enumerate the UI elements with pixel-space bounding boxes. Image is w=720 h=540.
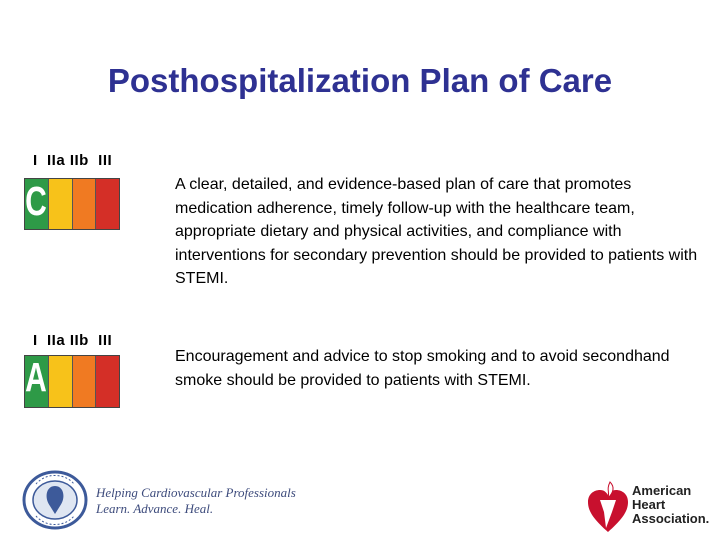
level-of-evidence: C (25, 180, 47, 225)
recommendation-text: A clear, detailed, and evidence-based plan of care that promotes medication adherence, timely follow-up with the healthcare team, appropriate dietary and physical activities, and compliance with interventions for secondary prevention should be provided to patients with STEMI. (175, 176, 698, 287)
class-iib-cell (73, 179, 97, 229)
class-iia-cell (49, 179, 73, 229)
class-iii-cell (96, 356, 119, 407)
class-iii-cell (96, 179, 119, 229)
aha-wordmark (632, 484, 709, 526)
aha-line1: American (632, 483, 692, 498)
acc-tagline-line2: Learn. Advance. Heal. (96, 501, 214, 516)
class-header: I IIa IIb III (33, 332, 113, 349)
acc-tagline-line1: Helping Cardiovascular Professionals (96, 485, 296, 500)
recommendation-text: Encouragement and advice to stop smoking and to avoid secondhand smoke should be provided to patients with STEMI. (175, 348, 670, 389)
aha-line3: Association. (632, 511, 710, 526)
class-iia-cell (49, 356, 73, 407)
class-header: I IIa IIb III (33, 152, 113, 169)
level-of-evidence: A (25, 356, 47, 401)
slide-title: Posthospitalization Plan of Care (107, 62, 613, 99)
acc-seal-logo (22, 470, 88, 530)
aha-heart-torch-logo (586, 478, 630, 534)
acc-tagline (96, 485, 296, 517)
class-iib-cell (73, 356, 97, 407)
aha-line2: Heart (632, 497, 666, 512)
